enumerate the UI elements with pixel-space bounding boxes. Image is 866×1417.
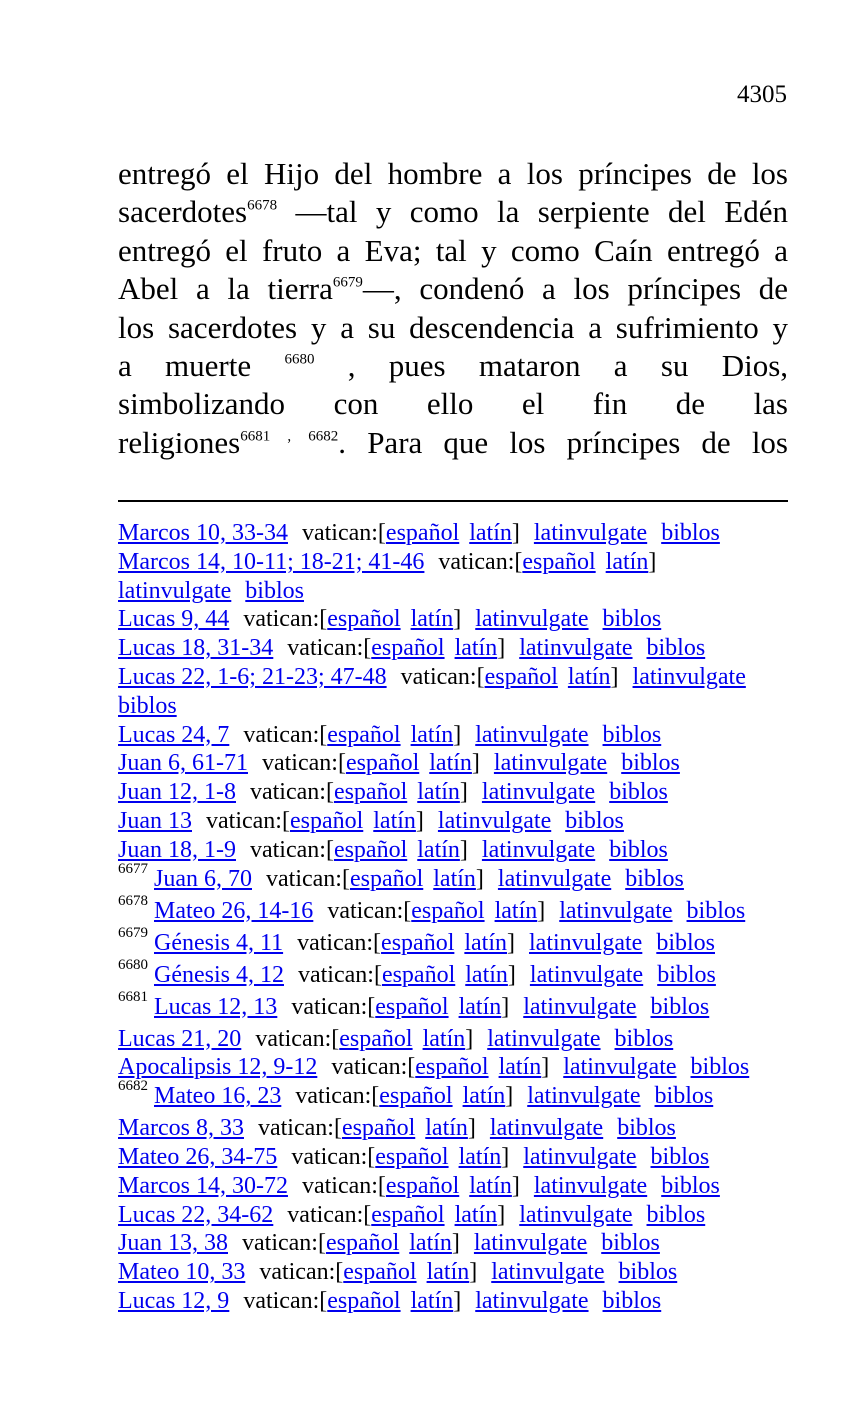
- footnote-marker: 6678: [247, 197, 278, 214]
- vatican-label: vatican:[: [291, 993, 376, 1020]
- vatican-spanish-link[interactable]: español: [411, 897, 485, 924]
- footnote-number: 6679: [118, 924, 148, 941]
- body-text: —tal y como la serpiente del Edén: [277, 194, 788, 230]
- vatican-label: vatican:[: [261, 750, 346, 777]
- bracket-close: ]: [471, 750, 480, 777]
- latinvulgate-link[interactable]: latinvulgate: [529, 961, 644, 988]
- body-line: [118, 270, 788, 308]
- biblos-link[interactable]: biblos: [646, 635, 706, 662]
- latinvulgate-link[interactable]: latinvulgate: [632, 663, 746, 690]
- vatican-spanish-link[interactable]: español: [325, 1230, 400, 1257]
- vatican-spanish-link[interactable]: español: [343, 1259, 417, 1286]
- footnote-line: [118, 1258, 798, 1287]
- vatican-spanish-link[interactable]: español: [375, 993, 449, 1020]
- bracket-close: ]: [497, 635, 506, 662]
- footnote-line: [118, 860, 798, 897]
- scripture-reference-link[interactable]: Marcos 10, 33-34: [118, 520, 288, 546]
- scripture-reference-link[interactable]: Juan 12, 1-8: [118, 779, 236, 806]
- page-number: 4305: [737, 81, 787, 108]
- footnote-line: [118, 634, 798, 663]
- vatican-spanish-link[interactable]: español: [345, 750, 420, 777]
- bracket-close: ]: [453, 721, 462, 748]
- bracket-close: ]: [511, 1172, 520, 1199]
- body-text: sacerdotes: [118, 194, 248, 230]
- latinvulgate-link[interactable]: latinvulgate: [487, 1025, 601, 1052]
- vatican-latin-link[interactable]: latín: [417, 779, 460, 806]
- bracket-close: ]: [453, 1287, 462, 1314]
- latinvulgate-link[interactable]: latinvulgate: [437, 807, 552, 834]
- body-line: [118, 232, 788, 270]
- bracket-close: ]: [459, 836, 468, 863]
- latinvulgate-link[interactable]: latinvulgate: [529, 929, 643, 956]
- latinvulgate-link[interactable]: latinvulgate: [527, 1083, 641, 1110]
- vatican-label: vatican:[: [243, 606, 328, 633]
- bracket-close: ]: [465, 1025, 474, 1052]
- vatican-latin-link[interactable]: latín: [464, 929, 508, 956]
- bracket-close: ]: [501, 993, 510, 1020]
- latinvulgate-link[interactable]: latinvulgate: [533, 520, 648, 546]
- vatican-latin-link[interactable]: latín: [458, 993, 502, 1020]
- vatican-spanish-link[interactable]: español: [379, 1083, 453, 1110]
- latinvulgate-link[interactable]: latinvulgate: [519, 1201, 633, 1228]
- bracket-close: ]: [648, 548, 657, 575]
- latinvulgate-link[interactable]: latinvulgate: [491, 1259, 605, 1286]
- footnote-line: [118, 519, 798, 548]
- scripture-reference-link[interactable]: Génesis 4, 12: [154, 961, 284, 988]
- scripture-reference-link[interactable]: Génesis 4, 11: [154, 929, 284, 956]
- latinvulgate-link[interactable]: latinvulgate: [475, 606, 589, 633]
- scripture-reference-link[interactable]: Apocalipsis 12, 9-12: [118, 1054, 318, 1081]
- biblos-link[interactable]: biblos: [602, 1287, 662, 1314]
- bracket-close: ]: [501, 1143, 510, 1170]
- body-line: [118, 309, 788, 347]
- vatican-label: vatican:[: [297, 961, 382, 988]
- vatican-spanish-link[interactable]: español: [341, 1115, 416, 1142]
- vatican-latin-link[interactable]: latín: [410, 721, 454, 748]
- footnotes: [118, 519, 798, 1316]
- biblos-link[interactable]: biblos: [650, 1143, 710, 1170]
- biblos-link[interactable]: biblos: [609, 836, 668, 863]
- biblos-link[interactable]: biblos: [609, 779, 668, 806]
- body-line: [118, 193, 788, 231]
- bracket-close: ]: [497, 1201, 506, 1228]
- latinvulgate-link[interactable]: latinvulgate: [533, 1172, 648, 1199]
- footnote-line: [118, 605, 798, 634]
- main-text: [118, 155, 788, 462]
- scripture-reference-link[interactable]: Mateo 26, 14-16: [154, 897, 314, 924]
- scripture-reference-link[interactable]: Mateo 10, 33: [118, 1259, 246, 1286]
- vatican-latin-link[interactable]: latín: [458, 1143, 502, 1170]
- vatican-latin-link[interactable]: latín: [409, 1230, 452, 1257]
- body-text: , pues mataron a su Dios,: [314, 347, 789, 383]
- latinvulgate-link[interactable]: latinvulgate: [523, 993, 637, 1020]
- vatican-latin-link[interactable]: latín: [465, 961, 508, 988]
- footnote-line: [118, 1114, 798, 1143]
- vatican-label: vatican:[: [291, 1143, 376, 1170]
- footnote-line: [118, 778, 798, 807]
- vatican-label: vatican:[: [242, 1230, 326, 1257]
- vatican-latin-link[interactable]: latín: [469, 520, 512, 546]
- latinvulgate-link[interactable]: latinvulgate: [475, 721, 589, 748]
- footnote-line: [118, 1229, 798, 1258]
- vatican-latin-link[interactable]: latín: [410, 1287, 454, 1314]
- footnote-number: 6680: [118, 956, 148, 973]
- vatican-label: vatican:[: [327, 897, 412, 924]
- footnote-line: [118, 988, 798, 1025]
- latinvulgate-link[interactable]: latinvulgate: [493, 750, 608, 777]
- scripture-reference-link[interactable]: Mateo 16, 23: [154, 1083, 282, 1110]
- footnote-line: [118, 836, 798, 865]
- vatican-latin-link[interactable]: latín: [494, 897, 538, 924]
- vatican-spanish-link[interactable]: español: [484, 663, 558, 690]
- bracket-close: ]: [469, 1259, 478, 1286]
- vatican-label: vatican:[: [259, 1259, 344, 1286]
- vatican-label: vatican:[: [297, 929, 382, 956]
- scripture-reference-link[interactable]: Lucas 12, 13: [154, 993, 278, 1020]
- footnote-line: [118, 1172, 798, 1201]
- scripture-reference-link[interactable]: Marcos 8, 33: [118, 1115, 244, 1142]
- bracket-close: ]: [610, 663, 619, 690]
- vatican-spanish-link[interactable]: español: [385, 1172, 460, 1199]
- scripture-reference-link[interactable]: Juan 6, 61-71: [118, 750, 248, 777]
- biblos-link[interactable]: biblos: [690, 1054, 750, 1081]
- vatican-latin-link[interactable]: latín: [605, 548, 649, 575]
- vatican-label: vatican:[: [266, 865, 350, 892]
- footnote-number: 6681: [118, 988, 148, 1005]
- vatican-latin-link[interactable]: latín: [498, 1054, 542, 1081]
- vatican-spanish-link[interactable]: español: [371, 635, 445, 662]
- biblos-link[interactable]: biblos: [565, 807, 624, 834]
- latinvulgate-link[interactable]: latinvulgate: [475, 1287, 589, 1314]
- vatican-spanish-link[interactable]: español: [415, 1054, 489, 1081]
- vatican-spanish-link[interactable]: español: [371, 1201, 445, 1228]
- biblos-link[interactable]: biblos: [646, 1201, 706, 1228]
- vatican-label: vatican:[: [301, 1172, 386, 1199]
- vatican-latin-link[interactable]: latín: [454, 1201, 498, 1228]
- latinvulgate-link[interactable]: latinvulgate: [559, 897, 673, 924]
- vatican-label: vatican:[: [255, 1025, 340, 1052]
- body-line: [118, 424, 788, 462]
- vatican-spanish-link[interactable]: español: [385, 520, 460, 546]
- scripture-reference-link[interactable]: Lucas 21, 20: [118, 1025, 242, 1052]
- footnote-number: 6682: [118, 1078, 148, 1095]
- vatican-label: vatican:[: [287, 635, 372, 662]
- scripture-reference-link[interactable]: Juan 13: [118, 807, 192, 834]
- bracket-close: ]: [511, 520, 520, 546]
- biblos-link[interactable]: biblos: [602, 606, 662, 633]
- latinvulgate-link[interactable]: latinvulgate: [481, 779, 596, 806]
- footnote-line: [118, 924, 798, 961]
- vatican-spanish-link[interactable]: español: [381, 929, 455, 956]
- body-text: —, condenó a los príncipes de: [362, 271, 788, 307]
- footnote-separator: [118, 500, 788, 502]
- vatican-spanish-link[interactable]: español: [339, 1025, 413, 1052]
- vatican-label: vatican:[: [287, 1201, 372, 1228]
- body-text: entregó el Hijo del hombre a los príncipes de los: [118, 156, 788, 191]
- vatican-spanish-link[interactable]: español: [333, 836, 408, 863]
- vatican-label: vatican:[: [400, 663, 485, 690]
- scripture-reference-link[interactable]: Juan 18, 1-9: [118, 836, 236, 863]
- vatican-latin-link[interactable]: latín: [429, 750, 472, 777]
- biblos-link[interactable]: biblos: [601, 1230, 660, 1257]
- vatican-spanish-link[interactable]: español: [327, 606, 401, 633]
- bracket-close: ]: [541, 1054, 550, 1081]
- biblos-link[interactable]: biblos: [661, 1172, 720, 1199]
- vatican-latin-link[interactable]: latín: [454, 635, 498, 662]
- body-text: a muerte: [118, 347, 285, 383]
- vatican-latin-link[interactable]: latín: [462, 1083, 506, 1110]
- vatican-latin-link[interactable]: latín: [410, 606, 454, 633]
- vatican-spanish-link[interactable]: español: [381, 961, 456, 988]
- vatican-spanish-link[interactable]: español: [327, 1287, 401, 1314]
- vatican-label: vatican:[: [295, 1083, 380, 1110]
- vatican-spanish-link[interactable]: español: [327, 721, 401, 748]
- vatican-label: vatican:[: [243, 1287, 328, 1314]
- biblos-link[interactable]: biblos: [621, 750, 680, 777]
- footnote-marker: 6681 , 6682: [240, 427, 339, 444]
- vatican-latin-link[interactable]: latín: [469, 1172, 512, 1199]
- biblos-link[interactable]: biblos: [686, 897, 746, 924]
- biblos-link[interactable]: biblos: [657, 961, 716, 988]
- biblos-link[interactable]: biblos: [625, 865, 684, 892]
- scripture-reference-link[interactable]: Juan 6, 70: [154, 865, 252, 892]
- body-text: religiones: [118, 424, 241, 460]
- footnote-number: 6677: [118, 860, 148, 877]
- bracket-close: ]: [451, 1230, 460, 1257]
- scripture-reference-link[interactable]: Lucas 22, 34-62: [118, 1201, 274, 1228]
- vatican-label: vatican:[: [301, 520, 386, 546]
- scripture-reference-link[interactable]: Marcos 14, 10-11; 18-21; 41-46: [118, 548, 425, 575]
- biblos-link[interactable]: biblos: [656, 929, 715, 956]
- bracket-close: ]: [507, 929, 516, 956]
- biblos-link[interactable]: biblos: [245, 577, 304, 604]
- scripture-reference-link[interactable]: Juan 13, 38: [118, 1230, 228, 1257]
- footnote-number: 6678: [118, 892, 148, 909]
- body-text: entregó el fruto a Eva; tal y como Caín entregó a: [118, 232, 788, 268]
- vatican-latin-link[interactable]: latín: [417, 836, 460, 863]
- scripture-reference-link[interactable]: Mateo 26, 34-75: [118, 1143, 278, 1170]
- latinvulgate-link[interactable]: latinvulgate: [481, 836, 596, 863]
- footnote-line: [118, 692, 798, 721]
- footnote-marker: 6679: [332, 274, 363, 291]
- vatican-spanish-link[interactable]: español: [333, 779, 408, 806]
- scripture-reference-link[interactable]: Lucas 22, 1-6; 21-23; 47-48: [118, 663, 387, 690]
- vatican-latin-link[interactable]: latín: [567, 663, 611, 690]
- vatican-label: vatican:[: [331, 1054, 416, 1081]
- latinvulgate-link[interactable]: latinvulgate: [118, 577, 232, 604]
- vatican-latin-link[interactable]: latín: [425, 1115, 468, 1142]
- footnote-line: [118, 1201, 798, 1230]
- footnote-line: [118, 1025, 798, 1054]
- vatican-spanish-link[interactable]: español: [349, 865, 424, 892]
- footnote-line: [118, 1053, 798, 1082]
- latinvulgate-link[interactable]: latinvulgate: [489, 1115, 604, 1142]
- biblos-link[interactable]: biblos: [118, 692, 177, 719]
- biblos-link[interactable]: biblos: [617, 1115, 676, 1142]
- body-line: [118, 347, 788, 385]
- vatican-label: vatican:[: [206, 807, 290, 834]
- footnote-line: [118, 892, 798, 929]
- bracket-close: ]: [475, 865, 484, 892]
- vatican-spanish-link[interactable]: español: [375, 1143, 449, 1170]
- footnote-line: [118, 1143, 798, 1172]
- vatican-label: vatican:[: [438, 548, 523, 575]
- latinvulgate-link[interactable]: latinvulgate: [497, 865, 612, 892]
- vatican-latin-link[interactable]: latín: [433, 865, 476, 892]
- vatican-label: vatican:[: [249, 836, 334, 863]
- biblos-link[interactable]: biblos: [618, 1259, 678, 1286]
- biblos-link[interactable]: biblos: [650, 993, 710, 1020]
- vatican-label: vatican:[: [249, 779, 334, 806]
- body-line: [118, 385, 788, 423]
- footnote-marker: 6680: [284, 351, 315, 368]
- body-line: [118, 155, 788, 193]
- footnote-line: [118, 721, 798, 750]
- latinvulgate-link[interactable]: latinvulgate: [523, 1143, 637, 1170]
- footnote-line: [118, 577, 798, 606]
- bracket-close: ]: [505, 1083, 514, 1110]
- biblos-link[interactable]: biblos: [661, 520, 720, 546]
- vatican-latin-link[interactable]: latín: [426, 1259, 470, 1286]
- body-text: simbolizando con ello el fin de las: [118, 386, 788, 422]
- biblos-link[interactable]: biblos: [602, 721, 662, 748]
- latinvulgate-link[interactable]: latinvulgate: [473, 1230, 588, 1257]
- body-text: . Para que los príncipes de los: [338, 424, 788, 460]
- bracket-close: ]: [467, 1115, 476, 1142]
- scripture-reference-link[interactable]: Lucas 9, 44: [118, 606, 230, 633]
- footnote-line: [118, 807, 798, 836]
- footnote-line: [118, 749, 798, 778]
- scripture-reference-link[interactable]: Lucas 12, 9: [118, 1287, 230, 1314]
- bracket-close: ]: [415, 807, 424, 834]
- bracket-close: ]: [537, 897, 546, 924]
- footnote-line: [118, 548, 798, 577]
- vatican-spanish-link[interactable]: español: [522, 548, 596, 575]
- biblos-link[interactable]: biblos: [654, 1083, 714, 1110]
- vatican-spanish-link[interactable]: español: [289, 807, 364, 834]
- vatican-label: vatican:[: [257, 1115, 342, 1142]
- biblos-link[interactable]: biblos: [614, 1025, 674, 1052]
- bracket-close: ]: [453, 606, 462, 633]
- latinvulgate-link[interactable]: latinvulgate: [563, 1054, 677, 1081]
- footnote-line: [118, 1287, 798, 1316]
- footnote-line: [118, 1078, 798, 1114]
- body-text: los sacerdotes y a su descendencia a sufrimiento y: [118, 309, 788, 345]
- vatican-latin-link[interactable]: latín: [422, 1025, 466, 1052]
- bracket-close: ]: [459, 779, 468, 806]
- scripture-reference-link[interactable]: Marcos 14, 30-72: [118, 1172, 288, 1199]
- footnote-line: [118, 663, 798, 692]
- bracket-close: ]: [507, 961, 516, 988]
- scripture-reference-link[interactable]: Lucas 18, 31-34: [118, 635, 274, 662]
- latinvulgate-link[interactable]: latinvulgate: [519, 635, 633, 662]
- vatican-latin-link[interactable]: latín: [373, 807, 416, 834]
- footnote-line: [118, 956, 798, 993]
- scripture-reference-link[interactable]: Lucas 24, 7: [118, 721, 230, 748]
- vatican-label: vatican:[: [243, 721, 328, 748]
- body-text: Abel a la tierra: [118, 271, 333, 307]
